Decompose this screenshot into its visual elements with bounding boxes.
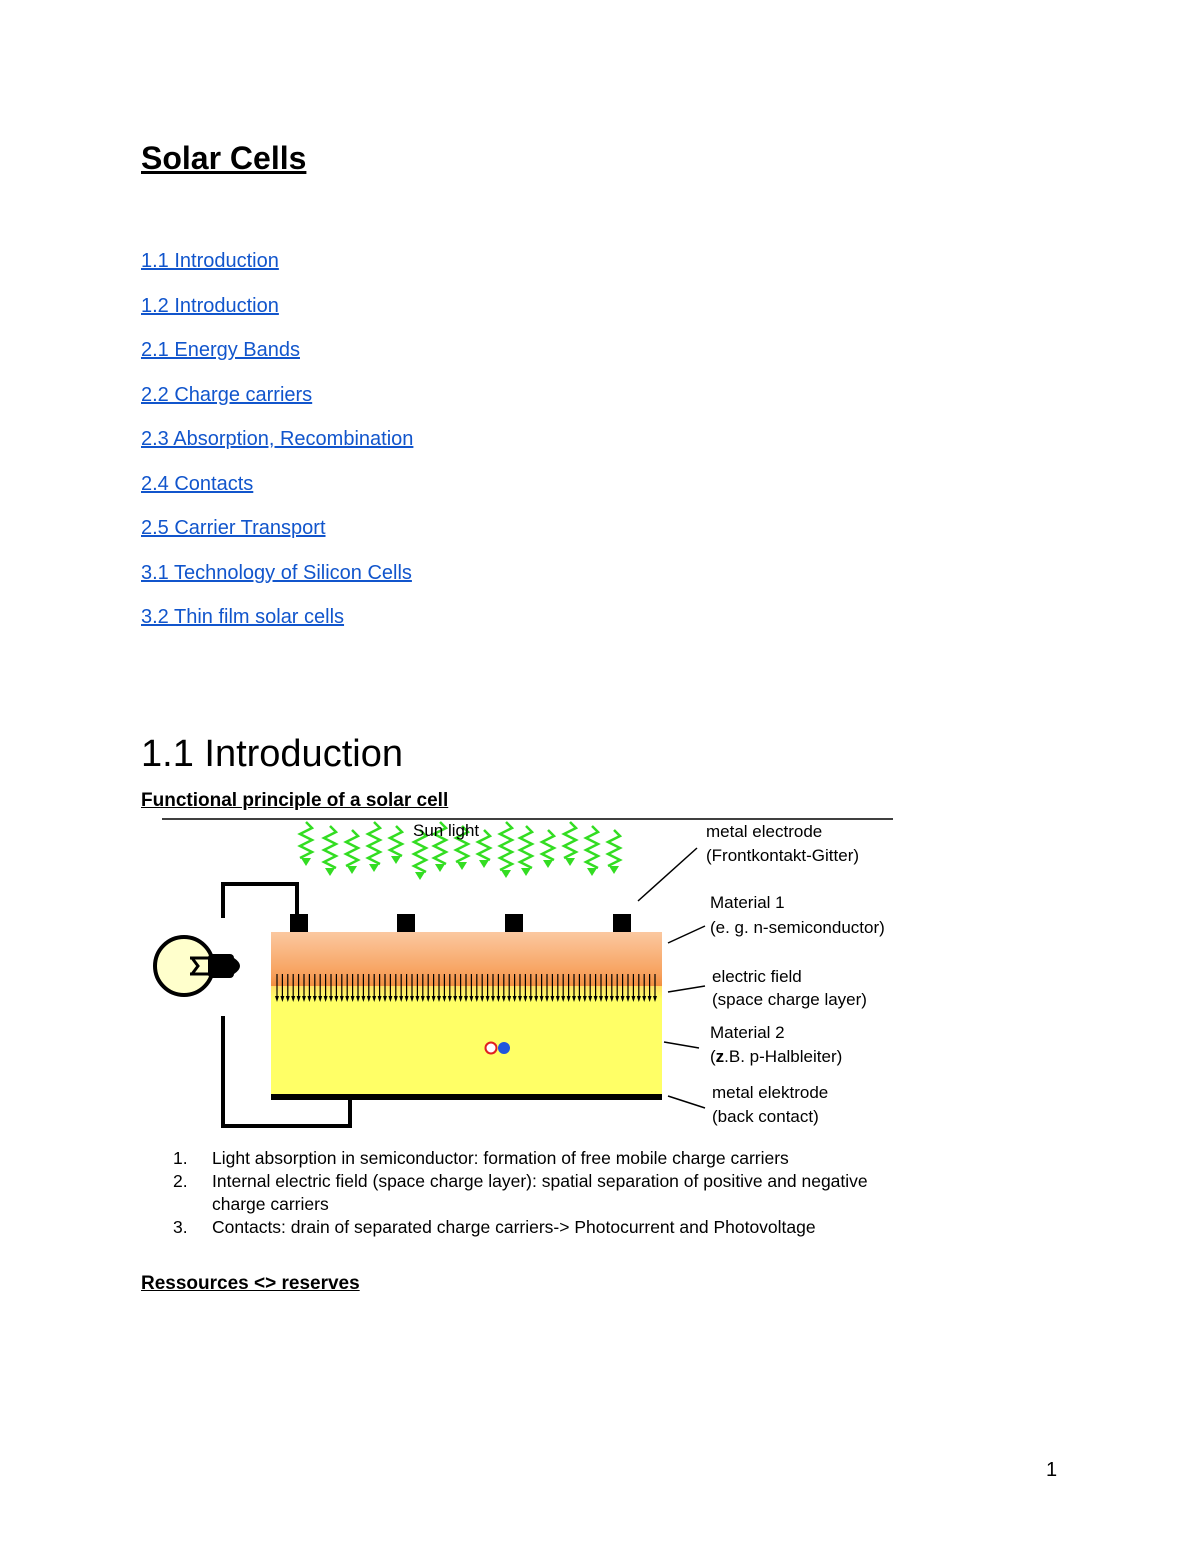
field-arrowhead <box>583 996 587 1002</box>
electron-icon <box>498 1042 510 1054</box>
back-electrode-sublabel: (back contact) <box>712 1107 819 1126</box>
step-item <box>173 1147 893 1170</box>
leader-line <box>668 986 705 992</box>
field-arrowhead <box>480 996 484 1002</box>
step-text: Contacts: drain of separated charge carriers-> Photocurrent and Photovoltage <box>212 1217 816 1237</box>
sunlight-arrowhead <box>415 872 425 880</box>
sunlight-wave <box>500 822 512 870</box>
leader-line <box>668 926 705 943</box>
toc-link-3-1[interactable]: 3.1 Technology of Silicon Cells <box>141 561 412 584</box>
toc-item <box>141 562 413 607</box>
sunlight-arrowhead <box>521 868 531 876</box>
toc-link-1-2[interactable]: 1.2 Introduction <box>141 294 279 317</box>
material1-layer <box>271 932 662 988</box>
material2-open-paren: ( <box>710 1047 716 1066</box>
toc-link-2-2[interactable]: 2.2 Charge carriers <box>141 383 313 406</box>
sunlight-wave <box>414 830 426 872</box>
toc-item <box>141 250 413 295</box>
section-heading: 1.1 Introduction <box>141 733 403 775</box>
field-arrowhead <box>540 996 544 1002</box>
sunlight-arrowhead <box>325 868 335 876</box>
toc-link-2-4[interactable]: 2.4 Contacts <box>141 472 254 495</box>
material2-bold-z: z <box>715 1047 725 1066</box>
field-arrowhead <box>280 996 284 1002</box>
field-arrowhead <box>550 996 554 1002</box>
field-arrowhead <box>648 996 652 1002</box>
step-number: 1. <box>173 1148 188 1168</box>
step-text: Internal electric field (space charge layer): spatial separation of positive and negative charge carriers <box>212 1171 868 1214</box>
field-arrowhead <box>594 996 598 1002</box>
leader-line <box>664 1042 699 1048</box>
field-arrowhead <box>464 996 468 1002</box>
process-steps <box>173 1147 893 1239</box>
field-arrowhead <box>356 996 360 1002</box>
field-arrowhead <box>367 996 371 1002</box>
sunlight-wave <box>520 826 532 868</box>
toc-link-2-1[interactable]: 2.1 Energy Bands <box>141 339 300 361</box>
field-arrowhead <box>275 996 279 1002</box>
sunlight-arrowhead <box>501 870 511 878</box>
sunlight-label: Sun light <box>413 821 480 840</box>
field-arrowhead <box>513 996 517 1002</box>
field-arrowhead <box>340 996 344 1002</box>
field-arrowhead <box>626 996 630 1002</box>
field-arrowhead <box>324 996 328 1002</box>
field-arrowhead <box>361 996 365 1002</box>
field-arrowhead <box>604 996 608 1002</box>
field-arrowhead <box>351 996 355 1002</box>
toc-item <box>141 295 413 340</box>
toc-link-2-5[interactable]: 2.5 Carrier Transport <box>141 517 326 539</box>
material2-layer <box>271 986 662 1094</box>
metal-electrode-sublabel: (Frontkontakt-Gitter) <box>706 846 860 865</box>
front-contact <box>290 914 308 932</box>
field-arrowhead <box>507 996 511 1002</box>
field-arrowhead <box>459 996 463 1002</box>
field-arrowhead <box>329 996 333 1002</box>
field-arrowhead <box>426 996 430 1002</box>
field-arrowhead <box>561 996 565 1002</box>
electric-field-arrows <box>275 974 657 1002</box>
sunlight-arrowhead <box>609 866 619 874</box>
step-number: 3. <box>173 1217 188 1237</box>
field-arrowhead <box>307 996 311 1002</box>
sunlight-wave <box>564 822 576 858</box>
field-arrowhead <box>610 996 614 1002</box>
field-arrowhead <box>631 996 635 1002</box>
field-arrowhead <box>599 996 603 1002</box>
field-arrowhead <box>577 996 581 1002</box>
material1-sublabel: (e. g. n-semiconductor) <box>710 918 885 937</box>
field-arrowhead <box>486 996 490 1002</box>
sunlight-wave <box>324 826 336 868</box>
sunlight-wave <box>434 822 446 864</box>
field-arrowhead <box>534 996 538 1002</box>
back-contact <box>271 1094 662 1100</box>
toc-item <box>141 339 413 384</box>
leader-line <box>638 848 697 901</box>
sunlight-wave <box>346 830 358 866</box>
field-arrowhead <box>410 996 414 1002</box>
toc-item <box>141 384 413 429</box>
sunlight-wave <box>608 830 620 866</box>
electric-field-label: electric field <box>712 967 802 986</box>
field-arrowhead <box>448 996 452 1002</box>
field-arrowhead <box>588 996 592 1002</box>
sunlight-wave <box>368 822 380 864</box>
field-arrowhead <box>637 996 641 1002</box>
material2-rest: .B. p-Halbleiter) <box>724 1047 843 1066</box>
sunlight-wave <box>586 826 598 868</box>
field-arrowhead <box>318 996 322 1002</box>
field-arrowhead <box>556 996 560 1002</box>
step-item <box>173 1216 893 1239</box>
field-arrowhead <box>491 996 495 1002</box>
field-arrowhead <box>378 996 382 1002</box>
sunlight-arrowhead <box>543 860 553 868</box>
sunlight-arrowhead <box>369 864 379 872</box>
document-title: Solar Cells <box>141 140 307 176</box>
field-arrowhead <box>572 996 576 1002</box>
field-arrowhead <box>291 996 295 1002</box>
toc-link-2-3[interactable]: 2.3 Absorption, Recombination <box>141 428 414 450</box>
leader-line <box>668 1096 705 1108</box>
sunlight-arrowhead <box>347 866 357 874</box>
sunlight-arrowhead <box>479 860 489 868</box>
sunlight-wave <box>456 826 468 862</box>
sunlight-arrowhead <box>565 858 575 866</box>
field-arrowhead <box>405 996 409 1002</box>
field-arrowhead <box>523 996 527 1002</box>
field-arrowhead <box>518 996 522 1002</box>
field-arrowhead <box>415 996 419 1002</box>
sunlight-arrowhead <box>435 864 445 872</box>
hole-icon <box>486 1043 497 1054</box>
sunlight-wave <box>390 826 402 856</box>
field-arrowhead <box>502 996 506 1002</box>
step-item <box>173 1170 893 1216</box>
field-arrowhead <box>286 996 290 1002</box>
back-electrode-label: metal elektrode <box>712 1083 829 1102</box>
sunlight-arrowhead <box>301 858 311 866</box>
field-arrowhead <box>475 996 479 1002</box>
step-number: 2. <box>173 1171 188 1191</box>
front-contact <box>397 914 415 932</box>
material1-label: Material 1 <box>710 893 785 912</box>
field-arrowhead <box>621 996 625 1002</box>
material2-label: Material 2 <box>710 1023 785 1042</box>
field-arrowhead <box>442 996 446 1002</box>
field-arrowhead <box>567 996 571 1002</box>
toc-item <box>141 606 413 651</box>
toc-item <box>141 517 413 562</box>
figure-heading: Functional principle of a solar cell <box>141 790 449 811</box>
sunlight-arrows <box>300 822 620 880</box>
sunlight-arrowhead <box>457 862 467 870</box>
sunlight-wave <box>542 830 554 860</box>
field-arrowhead <box>453 996 457 1002</box>
field-arrowhead <box>302 996 306 1002</box>
sunlight-wave <box>300 822 312 858</box>
toc-link-1-1[interactable]: 1.1 Introduction <box>141 250 279 272</box>
step-text: Light absorption in semiconductor: formation of free mobile charge carriers <box>212 1148 789 1168</box>
resources-heading: Ressources <> reserves <box>141 1273 360 1294</box>
circuit-wire <box>223 884 350 1126</box>
field-arrowhead <box>383 996 387 1002</box>
field-arrowhead <box>437 996 441 1002</box>
field-arrowhead <box>615 996 619 1002</box>
sunlight-wave <box>478 830 490 860</box>
toc-item <box>141 428 413 473</box>
field-arrowhead <box>469 996 473 1002</box>
field-arrowhead <box>345 996 349 1002</box>
front-contact <box>505 914 523 932</box>
field-arrowhead <box>642 996 646 1002</box>
sunlight-arrowhead <box>391 856 401 864</box>
front-contact <box>613 914 631 932</box>
field-arrowhead <box>421 996 425 1002</box>
field-arrowhead <box>545 996 549 1002</box>
toc-link-3-2[interactable]: 3.2 Thin film solar cells <box>141 606 345 628</box>
field-arrowhead <box>496 996 500 1002</box>
electric-field-sublabel: (space charge layer) <box>712 990 867 1009</box>
field-arrowhead <box>313 996 317 1002</box>
toc-item <box>141 473 413 518</box>
page-number: 1 <box>1046 1459 1058 1481</box>
metal-electrode-label: metal electrode <box>706 822 823 841</box>
field-arrowhead <box>372 996 376 1002</box>
field-arrowhead <box>388 996 392 1002</box>
field-arrowhead <box>334 996 338 1002</box>
field-arrowhead <box>297 996 301 1002</box>
field-arrowhead <box>399 996 403 1002</box>
light-bulb-icon <box>155 937 240 995</box>
table-of-contents <box>141 250 413 651</box>
field-arrowhead <box>394 996 398 1002</box>
field-arrowhead <box>653 996 657 1002</box>
field-arrowhead <box>432 996 436 1002</box>
material2-sublabel <box>710 1047 842 1066</box>
field-arrowhead <box>529 996 533 1002</box>
sunlight-arrowhead <box>587 868 597 876</box>
